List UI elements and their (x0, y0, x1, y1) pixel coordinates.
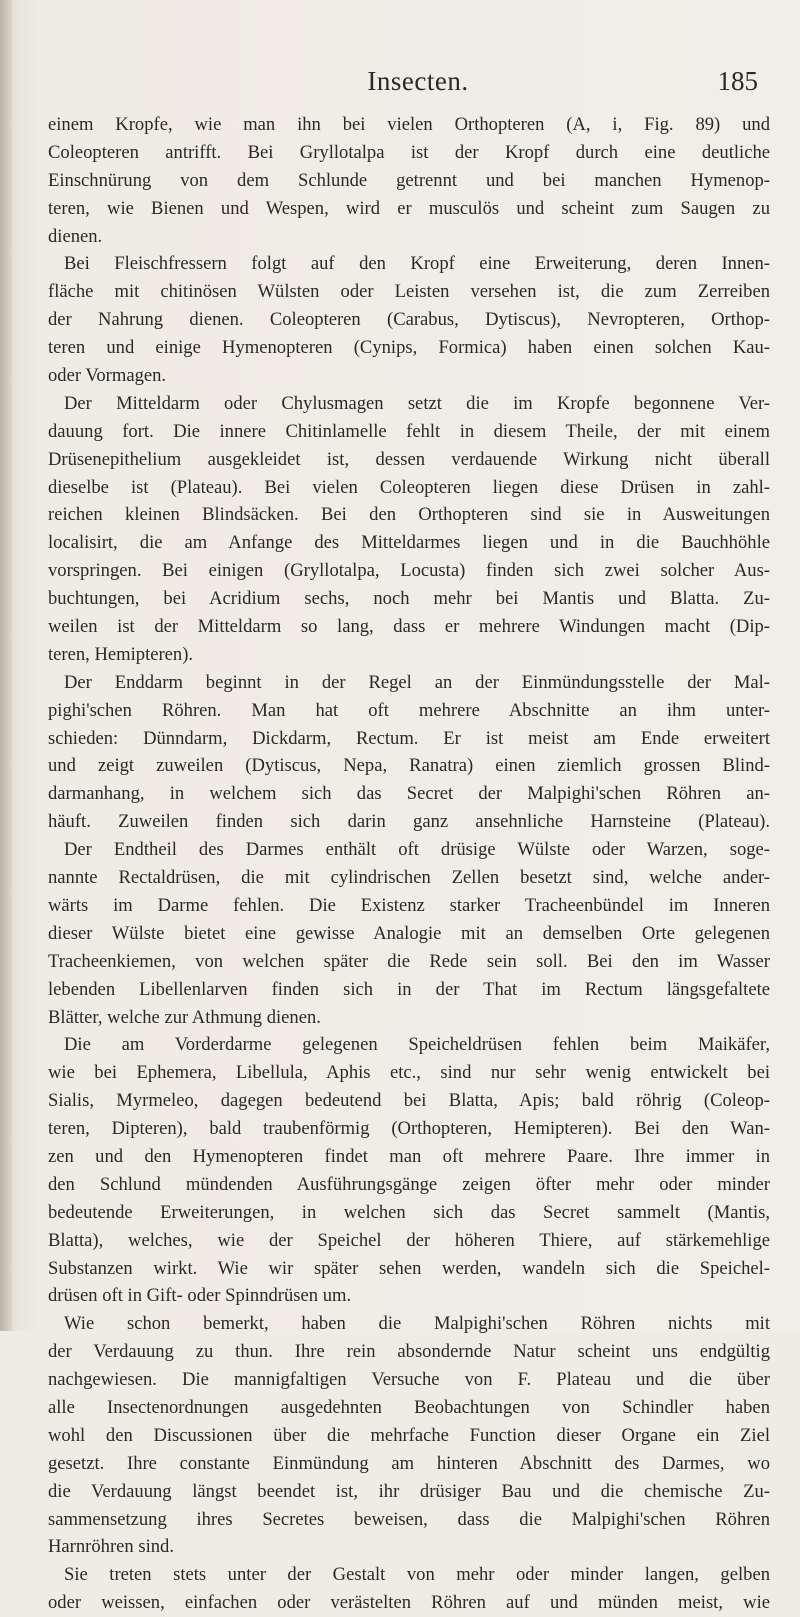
text-line: Blatta), welches, wie der Speichel der höheren Thiere, auf stärkemehlige (48, 1229, 770, 1251)
page-number: 185 (717, 66, 758, 96)
text-line: wohl den Discussionen über die mehrfache Function dieser Organe ein Ziel (48, 1424, 770, 1446)
text-line: fläche mit chitinösen Wülsten oder Leisten versehen ist, die zum Zerreiben (48, 281, 770, 303)
text-line: buchtungen, bei Acridium sechs, noch mehr bei Mantis und Blatta. Zu- (48, 588, 770, 610)
body-text (48, 111, 770, 1617)
text-line: dienen. (48, 225, 103, 247)
text-line: der Nahrung dienen. Coleopteren (Carabus, Dytiscus), Nevropteren, Orthop- (48, 309, 770, 331)
text-line: und zeigt zuweilen (Dytiscus, Nepa, Ranatra) einen ziemlich grossen Blind- (48, 755, 770, 777)
text-line: reichen kleinen Blindsäcken. Bei den Orthopteren sind sie in Ausweitungen (48, 504, 770, 526)
page-gutter-shadow (0, 0, 12, 1331)
text-line: teren, Hemipteren). (48, 643, 194, 665)
text-line: den Schlund mündenden Ausführungsgänge zeigen öfter mehr oder minder (48, 1173, 770, 1195)
text-line: die Verdauung längst beendet ist, ihr drüsiger Bau und die chemische Zu- (48, 1480, 770, 1502)
text-line: Substanzen wirkt. Wie wir später sehen werden, wandeln sich die Speichel- (48, 1257, 770, 1279)
text-line: Die am Vorderdarme gelegenen Speicheldrüsen fehlen beim Maikäfer, (64, 1034, 770, 1056)
text-line: Der Endtheil des Darmes enthält oft drüsige Wülste oder Warzen, soge- (64, 839, 770, 861)
text-line: nannte Rectaldrüsen, die mit cylindrischen Zellen besetzt sind, welche ander- (48, 867, 770, 889)
running-head: Insecten. (367, 66, 469, 96)
text-line: dieser Wülste bietet eine gewisse Analogie mit an demselben Orte gelegenen (48, 922, 770, 944)
text-line: Einschnürung von dem Schlunde getrennt und bei manchen Hymenop- (48, 169, 770, 191)
text-line: dauung fort. Die innere Chitinlamelle fehlt in diesem Theile, der mit einem (48, 420, 770, 442)
text-line: Blätter, welche zur Athmung dienen. (48, 1006, 321, 1028)
text-line: oder Vormagen. (48, 365, 167, 387)
text-line: lebenden Libellenlarven finden sich in der That im Rectum längsgefaltete (48, 978, 770, 1000)
text-line: Sie treten stets unter der Gestalt von mehr oder minder langen, gelben (64, 1564, 770, 1586)
text-line: schieden: Dünndarm, Dickdarm, Rectum. Er ist meist am Ende erweitert (48, 727, 770, 749)
text-line: gesetzt. Ihre constante Einmündung am hinteren Abschnitt des Darmes, wo (48, 1452, 770, 1474)
text-line: vorspringen. Bei einigen (Gryllotalpa, Locusta) finden sich zwei solcher Aus- (48, 560, 770, 582)
text-line: teren und einige Hymenopteren (Cynips, Formica) haben einen solchen Kau- (48, 337, 770, 359)
text-line: teren, wie Bienen und Wespen, wird er musculös und scheint zum Saugen zu (48, 197, 770, 219)
text-line: einem Kropfe, wie man ihn bei vielen Orthopteren (A, i, Fig. 89) und (48, 114, 770, 135)
text-line: Tracheenkiemen, von welchen später die Rede sein soll. Bei den im Wasser (48, 950, 770, 972)
text-line: Der Mitteldarm oder Chylusmagen setzt die im Kropfe begonnene Ver- (64, 392, 770, 414)
text-line: dieselbe ist (Plateau). Bei vielen Coleopteren liegen diese Drüsen in zahl- (48, 476, 770, 498)
text-line: localisirt, die am Anfange des Mitteldarmes liegen und in die Bauchhöhle (48, 532, 770, 554)
text-line: zen und den Hymenopteren findet man oft mehrere Paare. Ihre immer in (48, 1145, 770, 1167)
text-line: Bei Fleischfressern folgt auf den Kropf eine Erweiterung, deren Innen- (64, 253, 770, 275)
text-line: oder weissen, einfachen oder verästelten Röhren auf und münden meist, wie (48, 1592, 770, 1614)
text-line: Der Enddarm beginnt in der Regel an der Einmündungsstelle der Mal- (64, 671, 770, 693)
page-header (48, 66, 788, 106)
text-line: drüsen oft in Gift- oder Spinndrüsen um. (48, 1285, 352, 1307)
text-line: alle Insectenordnungen ausgedehnten Beobachtungen von Schindler haben (48, 1396, 770, 1418)
text-line: nachgewiesen. Die mannigfaltigen Versuche von F. Plateau und die über (48, 1369, 770, 1391)
text-line: häuft. Zuweilen finden sich darin ganz ansehnliche Harnsteine (Plateau). (48, 811, 770, 833)
text-line: weilen ist der Mitteldarm so lang, dass er mehrere Windungen macht (Dip- (48, 616, 770, 638)
text-line: Sialis, Myrmeleo, dagegen bedeutend bei Blatta, Apis; bald röhrig (Coleop- (48, 1090, 770, 1112)
text-line: sammensetzung ihres Secretes beweisen, dass die Malpighi'schen Röhren (48, 1508, 770, 1530)
text-line: der Verdauung zu thun. Ihre rein absondernde Natur scheint uns endgültig (48, 1341, 770, 1363)
text-line: wärts im Darme fehlen. Die Existenz starker Tracheenbündel im Inneren (48, 894, 770, 916)
text-line: Wie schon bemerkt, haben die Malpighi'schen Röhren nichts mit (64, 1313, 770, 1335)
text-line: wie bei Ephemera, Libellula, Aphis etc., sind nur sehr wenig entwickelt bei (48, 1062, 770, 1084)
text-line: Coleopteren antrifft. Bei Gryllotalpa ist der Kropf durch eine deutliche (48, 141, 770, 163)
text-line: Drüsenepithelium ausgekleidet ist, dessen verdauende Wirkung nicht überall (48, 448, 770, 470)
text-line: darmanhang, in welchem sich das Secret der Malpighi'schen Röhren an- (48, 783, 770, 805)
text-line: pighi'schen Röhren. Man hat oft mehrere Abschnitte an ihm unter- (48, 699, 770, 721)
text-line: teren, Dipteren), bald traubenförmig (Orthopteren, Hemipteren). Bei den Wan- (48, 1118, 770, 1140)
text-line: Harnröhren sind. (48, 1536, 174, 1558)
text-line: bedeutende Erweiterungen, in welchen sich das Secret sammelt (Mantis, (48, 1201, 770, 1223)
